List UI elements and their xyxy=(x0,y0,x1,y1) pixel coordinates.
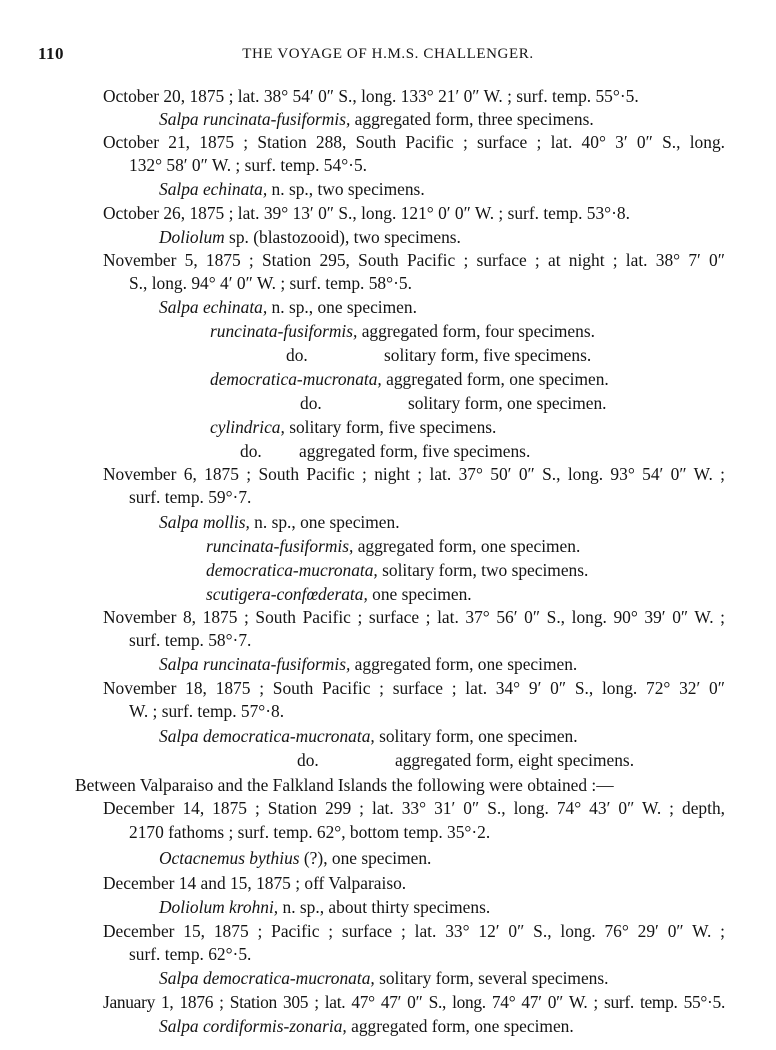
species-name: runcinata-fusiformis, xyxy=(210,321,358,341)
running-title: THE VOYAGE OF H.M.S. CHALLENGER. xyxy=(242,46,534,62)
station-line-cont: 132° 58′ 0″ W. ; surf. temp. 54°·5. xyxy=(129,155,367,175)
species-name: Salpa democratica-mucronata, xyxy=(159,968,375,988)
specimen-line xyxy=(206,583,472,605)
specimen-desc: sp. (blastozooid), two specimens. xyxy=(224,227,461,247)
specimen-desc: one specimen. xyxy=(367,584,472,604)
station-line-text: November 5, 1875 ; Station 295, South Pacific ; surface ; at night ; lat. 38° 7′ 0″ xyxy=(103,250,725,270)
specimen-line xyxy=(210,416,496,438)
specimen-desc: aggregated form, one specimen. xyxy=(350,654,578,674)
ditto-mark: do. xyxy=(286,345,308,365)
specimen-line xyxy=(159,847,431,869)
specimen-line xyxy=(159,653,577,675)
specimen-desc: n. sp., about thirty specimens. xyxy=(278,897,491,917)
specimen-desc: aggregated form, one specimen. xyxy=(346,1016,574,1036)
species-name: scutigera-confœderata, xyxy=(206,584,368,604)
specimen-desc: aggregated form, four specimens. xyxy=(357,321,595,341)
species-name: Salpa mollis, xyxy=(159,512,250,532)
specimen-desc: aggregated form, one specimen. xyxy=(353,536,581,556)
species-name: Doliolum krohni, xyxy=(159,897,279,917)
station-line: October 26, 1875 ; lat. 39° 13′ 0″ S., long. 121° 0′ 0″ W. ; surf. temp. 53°·8. xyxy=(103,203,630,223)
specimen-line xyxy=(206,535,580,557)
station-line-cont: 2170 fathoms ; surf. temp. 62°, bottom temp. 35°·2. xyxy=(129,822,491,842)
specimen-desc: aggregated form, three specimens. xyxy=(350,109,594,129)
specimen-desc: n. sp., two specimens. xyxy=(267,179,425,199)
specimen-line xyxy=(159,226,461,248)
species-name: Salpa echinata, xyxy=(159,179,268,199)
species-name: democratica-mucronata, xyxy=(210,369,382,389)
species-name: Octacnemus bythius xyxy=(159,848,300,868)
station-line xyxy=(103,463,725,485)
specimen-desc: n. sp., one specimen. xyxy=(249,512,400,532)
specimen-line xyxy=(159,1015,574,1037)
station-line-text: November 18, 1875 ; South Pacific ; surface ; lat. 34° 9′ 0″ S., long. 72° 32′ 0″ xyxy=(103,678,725,698)
specimen-line xyxy=(159,108,594,130)
station-line xyxy=(103,131,725,153)
specimen-desc: solitary form, five specimens. xyxy=(284,417,497,437)
specimen-line xyxy=(159,967,609,989)
station-line-text: December 15, 1875 ; Pacific ; surface ; lat. 33° 12′ 0″ S., long. 76° 29′ 0″ W. ; xyxy=(103,921,725,941)
station-line: December 14 and 15, 1875 ; off Valparaiso. xyxy=(103,873,407,893)
specimen-desc: solitary form, five specimens. xyxy=(384,345,592,365)
station-line-cont: surf. temp. 59°·7. xyxy=(129,487,252,507)
station-line-cont: surf. temp. 62°·5. xyxy=(129,944,252,964)
station-line xyxy=(103,606,725,628)
ditto-mark: do. xyxy=(300,393,322,413)
station-line-text: November 8, 1875 ; South Pacific ; surface ; lat. 37° 56′ 0″ S., long. 90° 39′ 0″ W. ; xyxy=(103,607,725,627)
species-name: Salpa runcinata-fusiformis, xyxy=(159,654,351,674)
station-line-text: December 14, 1875 ; Station 299 ; lat. 33° 31′ 0″ S., long. 74° 43′ 0″ W. ; depth, xyxy=(103,798,725,818)
specimen-desc: aggregated form, one specimen. xyxy=(381,369,609,389)
specimen-desc: solitary form, one specimen. xyxy=(374,726,578,746)
specimen-line xyxy=(210,320,595,342)
specimen-line xyxy=(159,896,490,918)
specimen-line xyxy=(210,368,609,390)
species-name: Salpa echinata, xyxy=(159,297,268,317)
species-name: Salpa runcinata-fusiformis, xyxy=(159,109,351,129)
specimen-line xyxy=(206,559,588,581)
station-line-cont: W. ; surf. temp. 57°·8. xyxy=(129,701,285,721)
station-line: October 20, 1875 ; lat. 38° 54′ 0″ S., long. 133° 21′ 0″ W. ; surf. temp. 55°·5. xyxy=(103,86,639,106)
page-number: 110 xyxy=(38,44,65,63)
specimen-line xyxy=(159,296,417,318)
station-line xyxy=(103,249,725,271)
specimen-desc: n. sp., one specimen. xyxy=(267,297,417,317)
species-name: democratica-mucronata, xyxy=(206,560,378,580)
station-line-text: January 1, 1876 ; Station 305 ; lat. 47° 47′ 0″ S., long. 74° 47′ 0″ W. ; surf. temp. 55°·5. xyxy=(103,992,725,1012)
station-line-cont: S., long. 94° 4′ 0″ W. ; surf. temp. 58°·5. xyxy=(129,273,412,293)
species-name: Salpa democratica-mucronata, xyxy=(159,726,375,746)
species-name: Salpa cordiformis-zonaria, xyxy=(159,1016,347,1036)
species-name: cylindrica, xyxy=(210,417,285,437)
specimen-line xyxy=(159,725,578,747)
specimen-desc: solitary form, two specimens. xyxy=(377,560,589,580)
specimen-desc: aggregated form, five specimens. xyxy=(299,441,531,461)
station-line-text: October 21, 1875 ; Station 288, South Pacific ; surface ; lat. 40° 3′ 0″ S., long. xyxy=(103,132,725,152)
specimen-line xyxy=(159,178,425,200)
specimen-desc: aggregated form, eight specimens. xyxy=(395,750,635,770)
specimen-desc: (?), one specimen. xyxy=(299,848,432,868)
specimen-line xyxy=(159,511,400,533)
ditto-mark: do. xyxy=(297,750,319,770)
station-line xyxy=(103,797,725,819)
station-line-cont: surf. temp. 58°·7. xyxy=(129,630,252,650)
section-heading: Between Valparaiso and the Falkland Islands the following were obtained :— xyxy=(75,775,614,795)
station-line xyxy=(103,920,725,942)
station-line-text: November 6, 1875 ; South Pacific ; night ; lat. 37° 50′ 0″ S., long. 93° 54′ 0″ W. ; xyxy=(103,464,725,484)
species-name: Doliolum xyxy=(159,227,225,247)
specimen-desc: solitary form, one specimen. xyxy=(408,393,607,413)
ditto-mark: do. xyxy=(240,441,262,461)
station-line xyxy=(103,677,725,699)
species-name: runcinata-fusiformis, xyxy=(206,536,354,556)
station-line xyxy=(103,991,725,1013)
specimen-desc: solitary form, several specimens. xyxy=(374,968,609,988)
